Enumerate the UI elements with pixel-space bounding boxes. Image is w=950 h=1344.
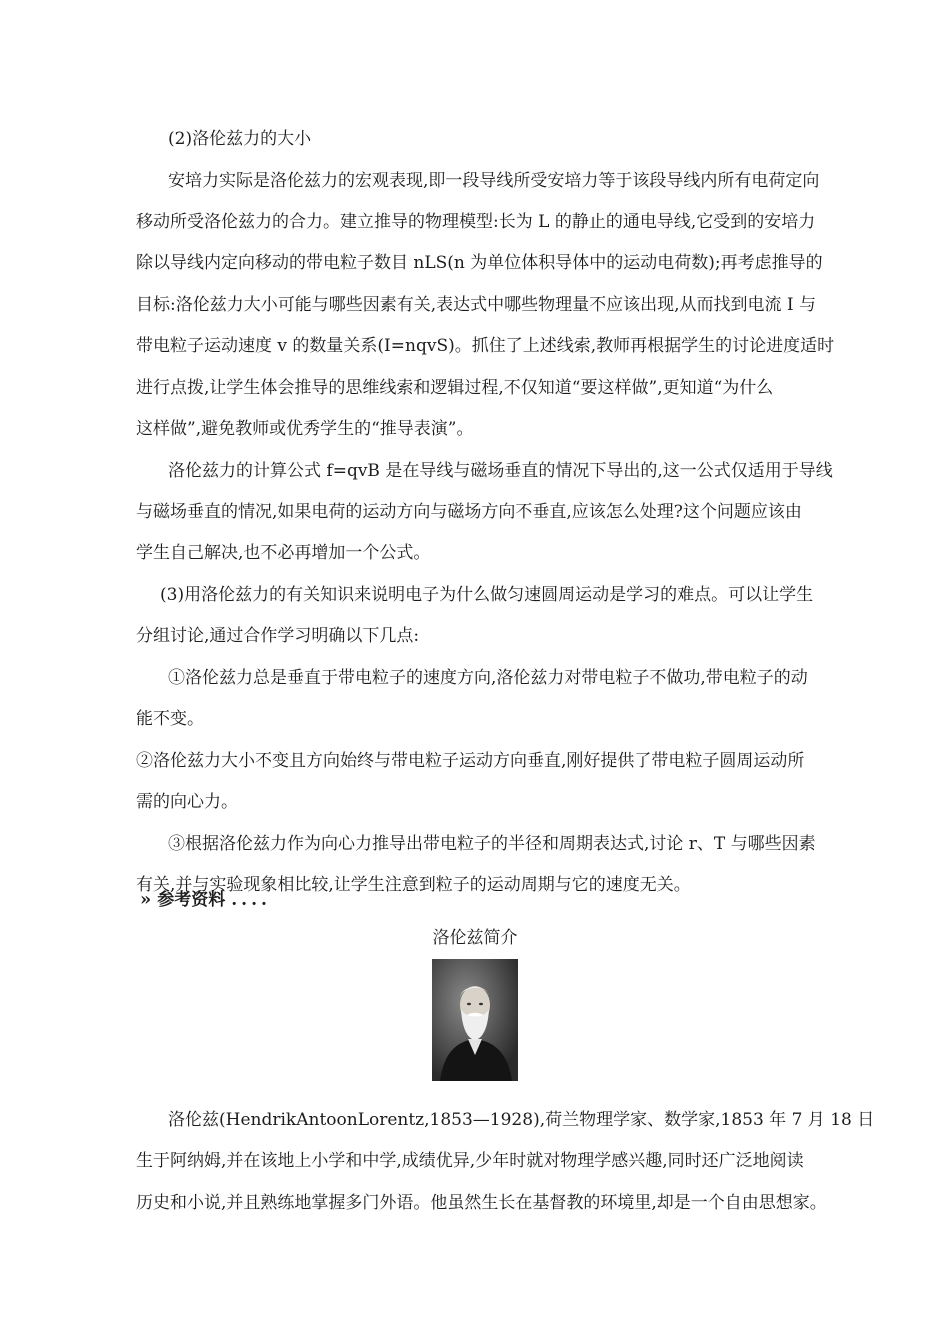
list-item: ①洛伦兹力总是垂直于带电粒子的速度方向,洛伦兹力对带电粒子不做功,带电粒子的动 [168,668,808,688]
bio-title: 洛伦兹简介 [432,928,518,948]
portrait-photo [432,959,518,1081]
paragraph-line: 带电粒子运动速度 v 的数量关系(I=nqvS)。抓住了上述线索,教师再根据学生的讨论进度适时 [136,336,835,356]
list-item: ②洛伦兹力大小不变且方向始终与带电粒子运动方向垂直,刚好提供了带电粒子圆周运动所 [136,751,805,771]
portrait-icon [432,959,518,1081]
reference-dots: .... [231,890,271,910]
paragraph-line: 洛伦兹力的计算公式 f=qvB 是在导线与磁场垂直的情况下导出的,这一公式仅适用于导线 [168,461,833,481]
list-item: 有关,并与实验现象相比较,让学生注意到粒子的运动周期与它的速度无关。 [136,875,691,895]
bio-line: 生于阿纳姆,并在该地上小学和中学,成绩优异,少年时就对物理学感兴趣,同时还广泛地阅读 [136,1151,804,1171]
list-item: ③根据洛伦兹力作为向心力推导出带电粒子的半径和周期表达式,讨论 r、T 与哪些因素 [168,834,816,854]
paragraph-line: 分组讨论,通过合作学习明确以下几点: [136,626,420,646]
list-item: 需的向心力。 [136,792,238,812]
paragraph-line: 安培力实际是洛伦兹力的宏观表现,即一段导线所受安培力等于该段导线内所有电荷定向 [168,171,820,191]
paragraph-line: 这样做”,避免教师或优秀学生的“推导表演”。 [136,419,474,439]
list-item: 能不变。 [136,709,204,729]
reference-label [140,889,271,911]
bio-line: 历史和小说,并且熟练地掌握多门外语。他虽然生长在基督教的环境里,却是一个自由思想家。 [136,1193,827,1213]
paragraph-line: 除以导线内定向移动的带电粒子数目 nLS(n 为单位体积导体中的运动电荷数);再考虑推导的 [136,253,823,273]
paragraph-line: 移动所受洛伦兹力的合力。建立推导的物理模型:长为 L 的静止的通电导线,它受到的安培力 [136,212,816,232]
paragraph-line: 进行点拨,让学生体会推导的思维线索和逻辑过程,不仅知道“要这样做”,更知道“为什么 [136,378,774,398]
bio-line: 洛伦兹(HendrikAntoonLorentz,1853—1928),荷兰物理学家、数学家,1853 年 7 月 18 日 [168,1110,875,1130]
paragraph-line: 与磁场垂直的情况,如果电荷的运动方向与磁场方向不垂直,应该怎么处理?这个问题应该由 [136,502,802,522]
double-chevron-icon: » [140,889,148,910]
paragraph-line: 目标:洛伦兹力大小可能与哪些因素有关,表达式中哪些物理量不应该出现,从而找到电流 I 与 [136,295,817,315]
paragraph-line: 学生自己解决,也不必再增加一个公式。 [136,543,431,563]
section-heading: (2)洛伦兹力的大小 [168,129,312,149]
reference-label-text: 参考资料 [157,890,226,910]
paragraph-line: (3)用洛伦兹力的有关知识来说明电子为什么做匀速圆周运动是学习的难点。可以让学生 [160,585,814,605]
